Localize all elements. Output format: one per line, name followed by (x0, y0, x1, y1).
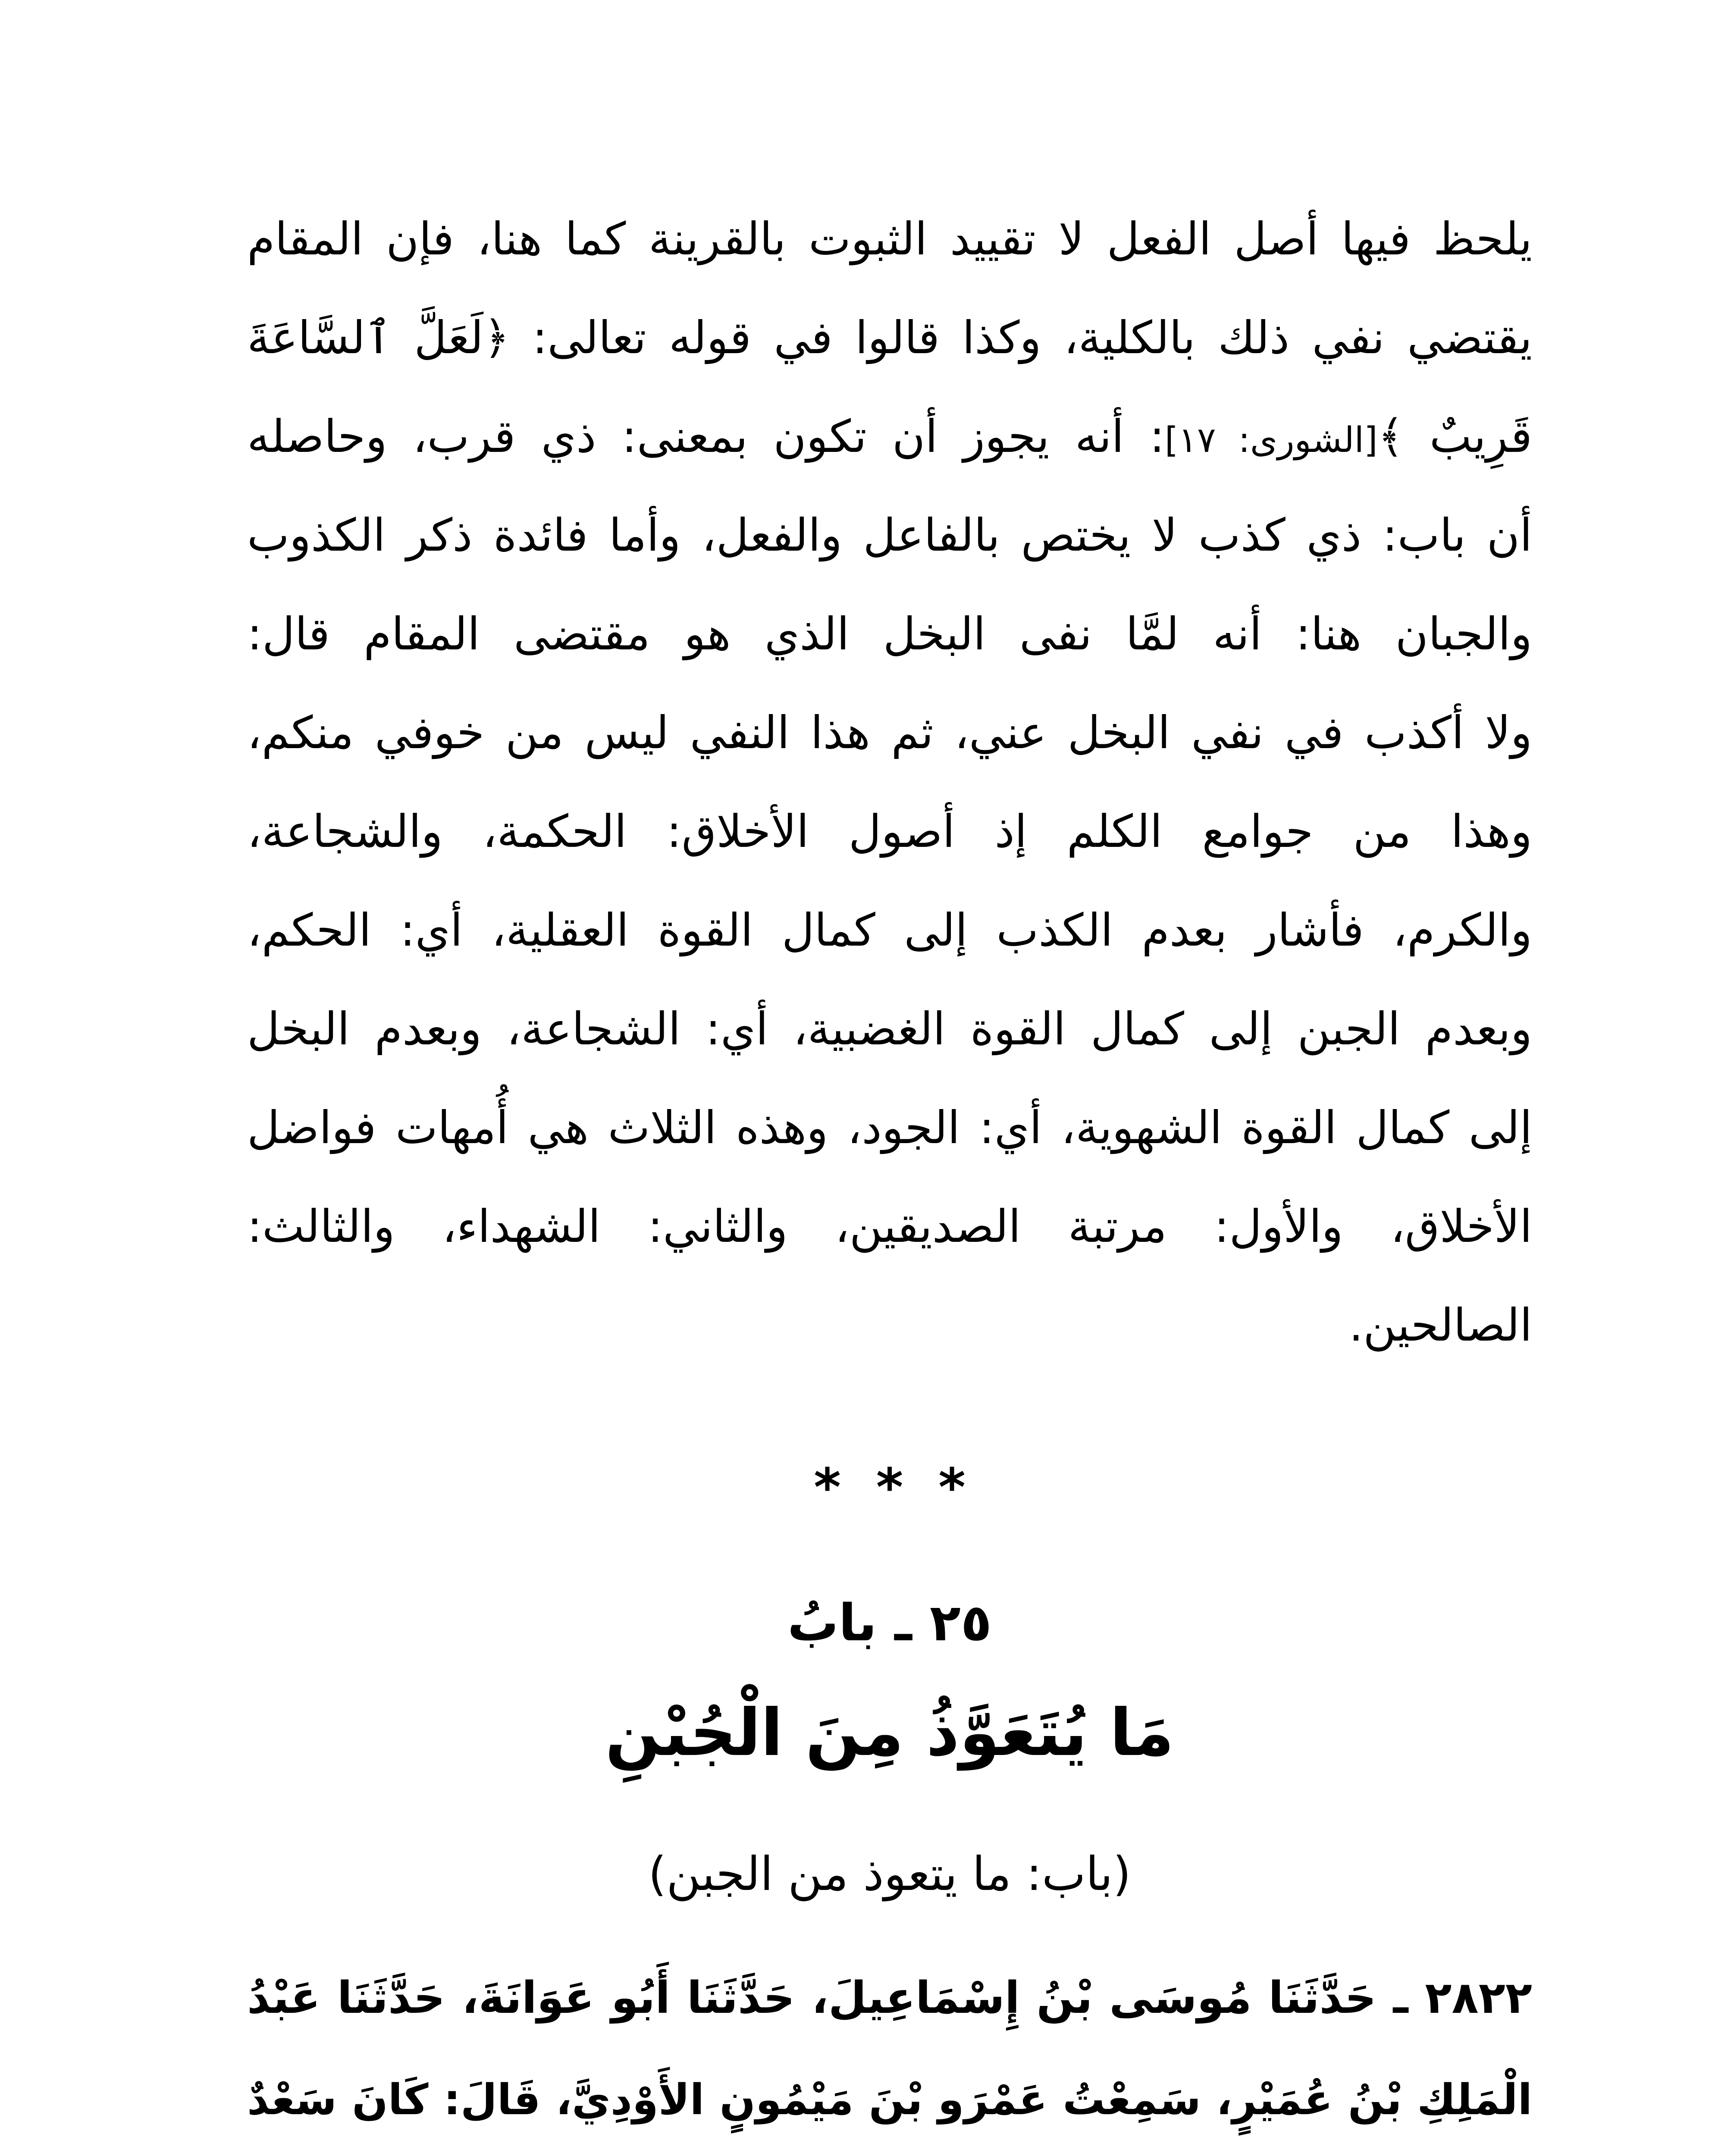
hadith-line: الْمَلِكِ بْنُ عُمَيْرٍ، سَمِعْتُ عَمْرَو بْنَ مَيْمُونٍ الأَوْدِيَّ، قَالَ: كَانَ سَعْدٌ (247, 2075, 1532, 2125)
separator-stars: * * * (814, 1458, 966, 1518)
commentary-paragraph (247, 190, 1532, 1375)
quran-verse: قَرِيبٌ ﴾ (1377, 410, 1532, 463)
commentary-line (247, 288, 1532, 387)
commentary-text: : أنه يجوز أن تكون بمعنى: ذي قرب، وحاصله (247, 410, 1165, 463)
commentary-line: وهذا من جوامع الكلم إذ أصول الأخلاق: الحكمة، والشجاعة، (247, 805, 1532, 858)
commentary-line (247, 387, 1532, 486)
chapter-title: مَا يُتَعَوَّذُ مِنَ الْجُبْنِ (605, 1695, 1174, 1771)
commentary-line: وبعدم الجبن إلى كمال القوة الغضبية، أي: الشجاعة، وبعدم البخل (247, 1003, 1532, 1055)
verse-citation: [الشورى: ١٧] (1164, 420, 1378, 461)
commentary-line: الصالحين. (1349, 1299, 1532, 1351)
section-separator (247, 1428, 1532, 1518)
hadith-line: ٢٨٢٢ ـ حَدَّثَنَا مُوسَى بْنُ إِسْمَاعِيلَ، حَدَّثَنَا أَبُو عَوَانَةَ، حَدَّثَنَا عَبْدُ (247, 1972, 1532, 2024)
hadith-text (247, 1947, 1532, 2156)
chapter-subtitle: (باب: ما يتعوذ من الجبن) (648, 1847, 1131, 1901)
quran-verse: ﴿لَعَلَّ ٱلسَّاعَةَ (247, 311, 510, 364)
commentary-line: والجبان هنا: أنه لمَّا نفى البخل الذي هو مقتضى المقام قال: (247, 608, 1532, 660)
commentary-text: يقتضي نفي ذلك بالكلية، وكذا قالوا في قوله تعالى: (509, 311, 1532, 364)
commentary-line: ولا أكذب في نفي البخل عني، ثم هذا النفي ليس من خوفي منكم، (247, 706, 1532, 759)
commentary-line: إلى كمال القوة الشهوية، أي: الجود، وهذه الثلاث هي أُمهات فواضل (247, 1101, 1532, 1154)
commentary-line: يلحظ فيها أصل الفعل لا تقييد الثبوت بالقرينة كما هنا، فإن المقام (247, 213, 1532, 265)
commentary-line: أن باب: ذي كذب لا يختص بالفاعل والفعل، وأما فائدة ذكر الكذوب (247, 509, 1532, 561)
hadith-line (247, 2151, 1532, 2156)
chapter-number-heading: ٢٥ ـ بابُ (787, 1593, 992, 1652)
commentary-line: الأخلاق، والأول: مرتبة الصديقين، والثاني: الشهداء، والثالث: (247, 1200, 1532, 1253)
commentary-line: والكرم، فأشار بعدم الكذب إلى كمال القوة العقلية، أي: الحكم، (247, 904, 1532, 956)
